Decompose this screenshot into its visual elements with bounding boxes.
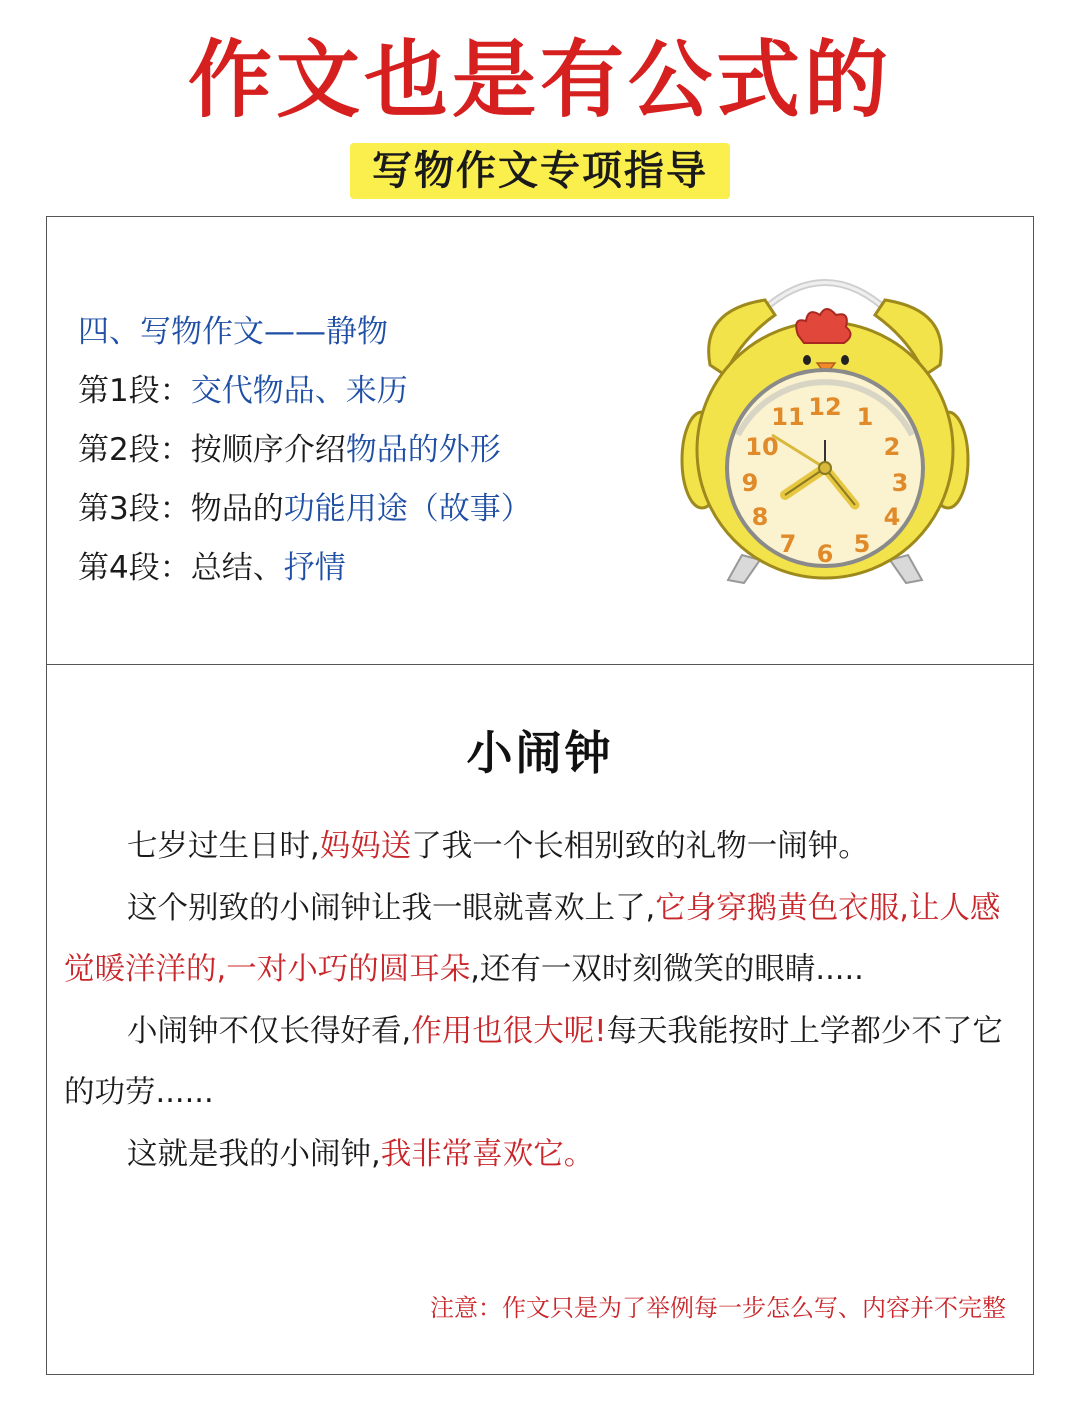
note-text: 注意：作文只是为了举例每一步怎么写、内容并不完整 (430, 1294, 1006, 1322)
clock-number: 10 (745, 433, 779, 461)
clock-number: 4 (883, 503, 901, 531)
clock-number: 7 (779, 530, 797, 558)
outline-item-label: 第4段： (78, 550, 191, 586)
clock-number: 2 (883, 433, 901, 461)
outline-item-label: 第1段： (78, 373, 191, 409)
clock-number: 6 (816, 540, 834, 568)
essay-paragraph: 小闹钟不仅长得好看,作用也很大呢!每天我能按时上学都少不了它的功劳...... (64, 1013, 1003, 1110)
outline-item-label: 第3段： (78, 491, 191, 527)
essay-paragraph: 这个别致的小闹钟让我一眼就喜欢上了,它身穿鹅黄色衣服,让人感觉暖洋洋的,一对小巧的圆耳朵,还有一双时刻微笑的眼睛..... (64, 890, 1001, 987)
essay-paragraph: 七岁过生日时,妈妈送了我一个长相别致的礼物一闹钟。 (127, 829, 869, 864)
essay-title: 小闹钟 (466, 726, 614, 780)
outline-item-highlight: 交代物品、来历 (190, 373, 408, 409)
clock-number: 8 (751, 503, 769, 531)
subtitle-banner (0, 143, 1080, 199)
page-title: 作文也是有公式的 (187, 30, 892, 129)
clock-number: 3 (891, 469, 909, 497)
outline-item: 第4段：总结、抒情 (78, 550, 346, 586)
clock-number: 9 (741, 469, 759, 497)
subtitle: 写物作文专项指导 (350, 143, 730, 199)
outline-item-highlight: 抒情 (283, 550, 346, 586)
outline-list (78, 303, 532, 598)
clock-number: 12 (808, 393, 842, 421)
essay-body (64, 816, 1022, 1185)
outline-item-label: 第2段： (78, 432, 191, 468)
clock-number: 1 (856, 403, 874, 431)
clock-number: 11 (771, 403, 805, 431)
outline-item: 第2段：按顺序介绍物品的外形 (78, 432, 501, 468)
outline-item: 第3段：物品的功能用途（故事） (78, 491, 532, 527)
alarm-clock-illustration (680, 255, 970, 590)
outline-heading: 四、写物作文——静物 (78, 314, 388, 350)
clock-number: 5 (853, 530, 871, 558)
outline-item (78, 362, 532, 421)
outline-item-highlight: 功能用途（故事） (283, 491, 532, 527)
alarm-clock-icon (680, 255, 970, 590)
outline-item-highlight: 物品的外形 (345, 432, 501, 468)
essay-paragraph: 这就是我的小闹钟,我非常喜欢它。 (127, 1136, 595, 1172)
